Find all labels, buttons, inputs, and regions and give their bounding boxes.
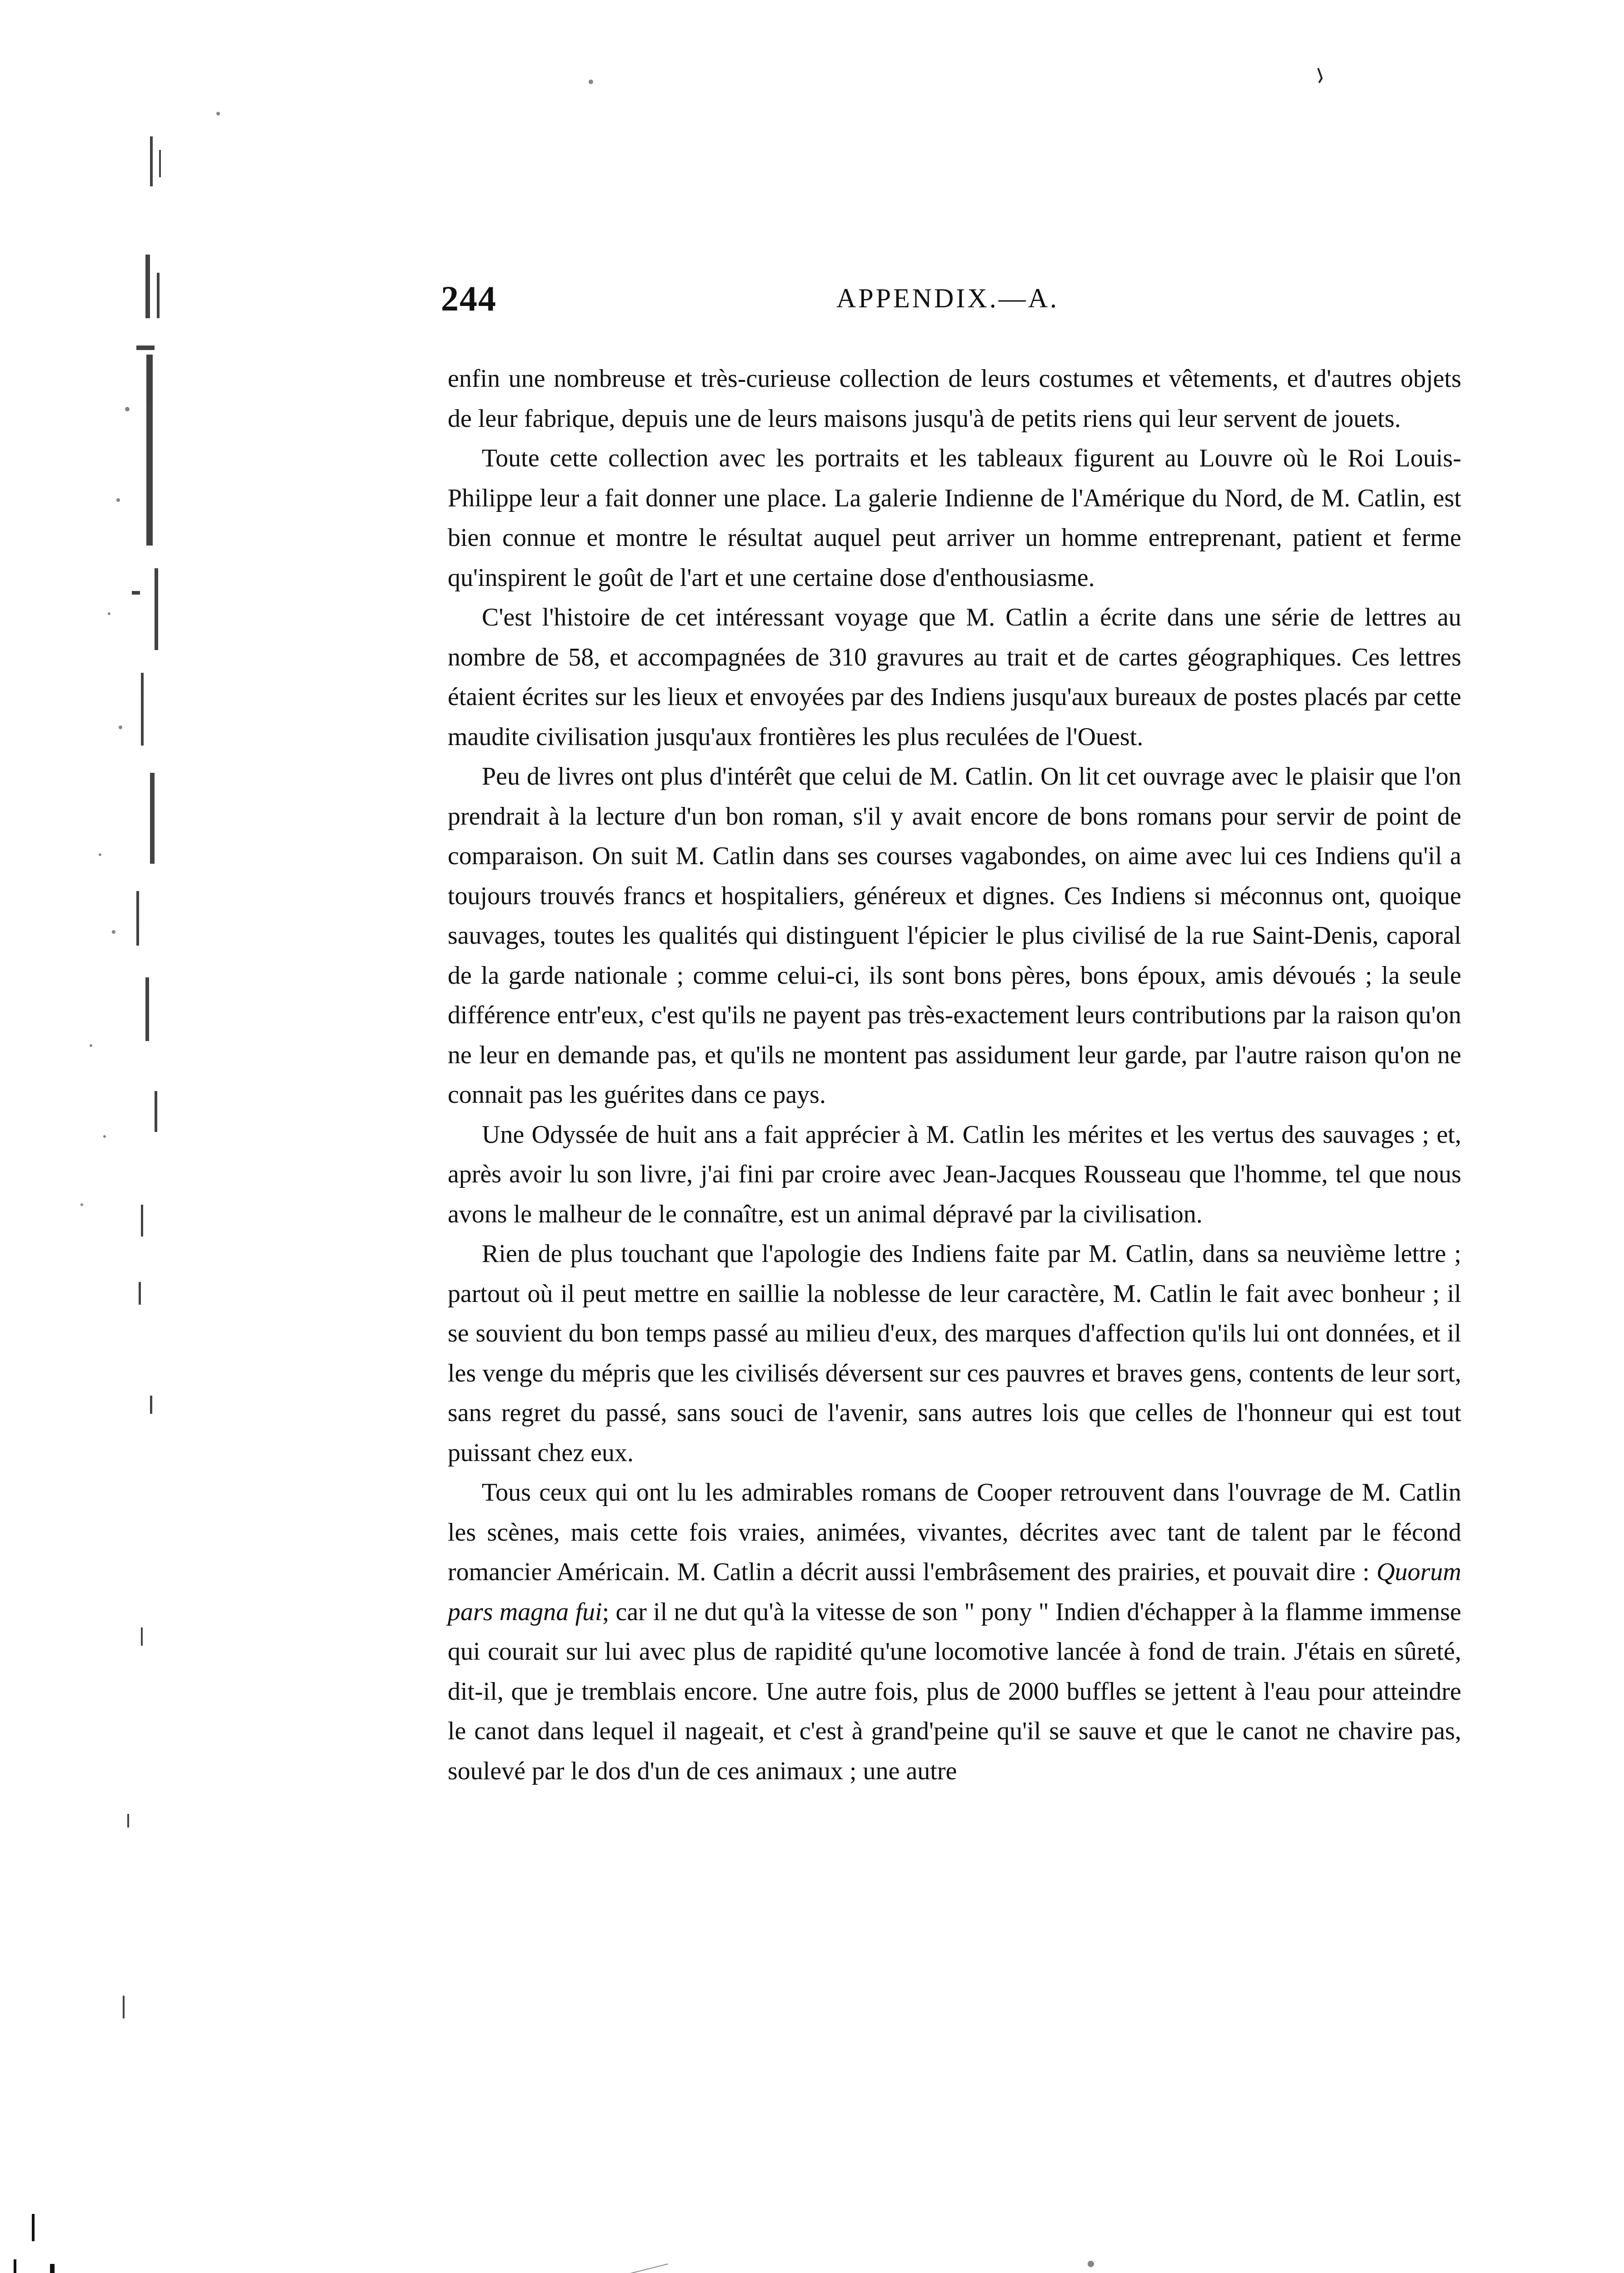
paragraph-text: Tous ceux qui ont lu les admirables romans de Cooper retrouvent dans l'ouvrage de M. Catlin les scènes, mais cette fois vraies, animées, vivantes, décrites avec tant de talent par le fécond romancier Américain. M. Catlin a décrit aussi l'embrâsement des prairies, et pouvait dire :	[448, 1478, 1461, 1586]
paragraph-2	[448, 439, 1461, 598]
paragraph-text: Rien de plus touchant que l'apologie des Indiens faite par M. Catlin, dans sa neuvième lettre ; partout où il peut mettre en saillie la noblesse de leur caractère, M. Catlin le fait avec bonheur ; il se souvient du bon temps passé au milieu d'eux, des marques d'affection qu'ils lui ont données, et il les venge du mépris que les civilisés déversent sur ces pauvres et braves gens, contents de leur sort, sans regret du passé, sans souci de l'avenir, sans autres lois que celles de l'honneur qui est tout puissant chez eux.	[448, 1240, 1461, 1467]
paragraph-3	[448, 598, 1461, 757]
paragraph-4	[448, 757, 1461, 1115]
paragraph-5	[448, 1115, 1461, 1235]
paragraph-1	[448, 359, 1461, 439]
page-number: 244	[441, 279, 497, 318]
latin-quote: Quorum pars magna fui	[448, 1558, 1461, 1626]
paragraph-text: Toute cette collection avec les portraits et les tableaux figurent au Louvre où le Roi Louis-Philippe leur a fait donner une place. La galerie Indienne de l'Amérique du Nord, de M. Catlin, est bien connue et montre le résultat auquel peut arriver un homme entreprenant, patient et ferme qu'inspirent le goût de l'art et une certaine dose d'enthousiasme.	[448, 444, 1461, 592]
paragraph-text: C'est l'histoire de cet intéressant voyage que M. Catlin a écrite dans une série de lettres au nombre de 58, et accompagnées de 310 gravures au trait et de cartes géographiques. Ces lettres étaient écrites sur les lieux et envoyées par des Indiens jusqu'aux bureaux de postes placés par cette maudite civilisation jusqu'aux frontières les plus reculées de l'Ouest.	[448, 603, 1461, 751]
running-head: APPENDIX.—A.	[836, 283, 1059, 313]
paragraph-text: enfin une nombreuse et très-curieuse collection de leurs costumes et vêtements, et d'autres objets de leur fabrique, depuis une de leurs maisons jusqu'à de petits riens qui leur servent de jouets.	[448, 365, 1461, 433]
page-header	[441, 278, 1459, 328]
paragraph-text: Peu de livres ont plus d'intérêt que celui de M. Catlin. On lit cet ouvrage avec le plaisir que l'on prendrait à la lecture d'un bon roman, s'il y avait encore de bons romans pour servir de point de comparaison. On suit M. Catlin dans ses courses vagabondes, on aime avec lui ces Indiens qu'il a toujours trouvés francs et hospitaliers, généreux et dignes. Ces Indiens si méconnus ont, quoique sauvages, toutes les qualités qui distinguent l'épicier le plus civilisé de la rue Saint-Denis, caporal de la garde nationale ; comme celui-ci, ils sont bons pères, bons époux, amis dévoués ; la seule différence entr'eux, c'est qu'ils ne payent pas très-exactement leurs contributions par la raison qu'on ne leur en demande pas, et qu'ils ne montent pas assidument leur garde, par l'autre raison qu'on ne connait pas les guérites dans ce pays.	[448, 762, 1461, 1109]
paragraph-7	[448, 1473, 1461, 1791]
paragraph-text: Une Odyssée de huit ans a fait apprécier à M. Catlin les mérites et les vertus des sauvages ; et, après avoir lu son livre, j'ai fini par croire avec Jean-Jacques Rousseau que l'homme, tel que nous avons le malheur de le connaître, est un animal dépravé par la civilisation.	[448, 1120, 1461, 1228]
paragraph-text: ; car il ne dut qu'à la vitesse de son " pony " Indien d'échapper à la flamme immense qui courait sur lui avec plus de rapidité qu'une locomotive lancée à fond de train. J'étais en sûreté, dit-il, que je tremblais encore. Une autre fois, plus de 2000 buffles se jettent à l'eau pour atteindre le canot dans lequel il nageait, et c'est à grand'peine qu'il se sauve et que le canot ne chavire pas, soulevé par le dos d'un de ces animaux ; une autre	[448, 1597, 1461, 1785]
paragraph-6	[448, 1234, 1461, 1473]
body-text	[448, 359, 1461, 1791]
